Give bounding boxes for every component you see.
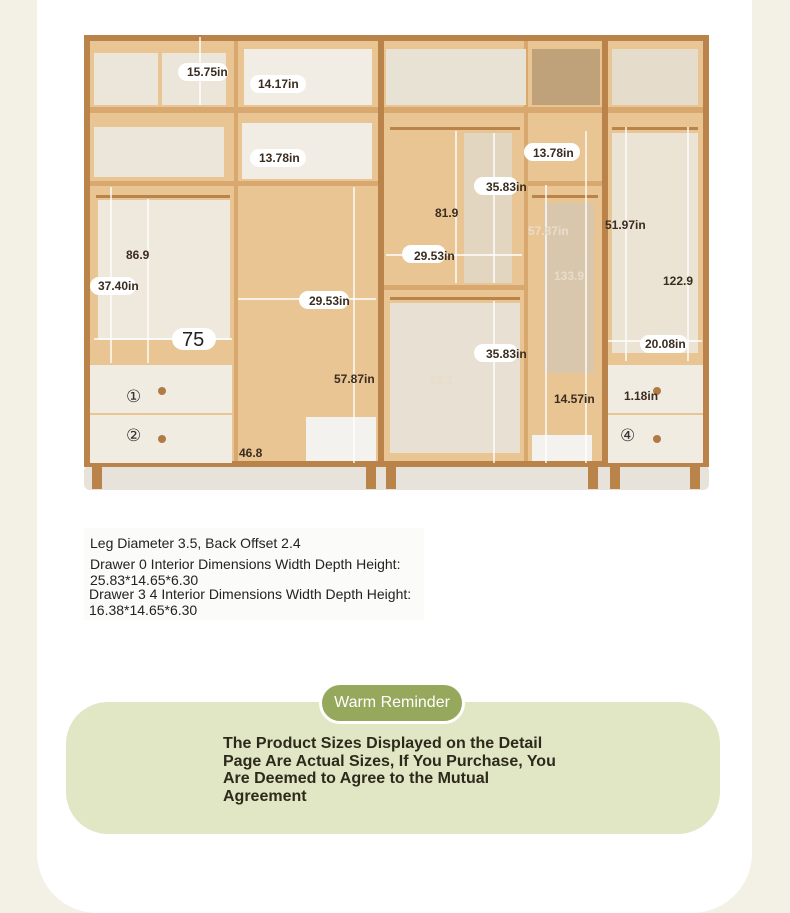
- wardrobe-illustration: [84, 35, 709, 495]
- spec-leg: Leg Diameter 3.5, Back Offset 2.4: [90, 535, 301, 551]
- spec-drawer0-title: Drawer 0 Interior Dimensions Width Depth Height:: [90, 556, 401, 572]
- dim-label: 52.1: [430, 373, 454, 387]
- dim-label: 29.53in: [309, 294, 350, 308]
- spec-drawer34-title: Drawer 3 4 Interior Dimensions Width Depth Height:: [89, 586, 412, 602]
- dim-label: 75: [182, 329, 205, 351]
- dim-label: 86.9: [126, 248, 150, 262]
- dim-label: 57.87in: [334, 372, 375, 386]
- dim-label: 14.57in: [554, 392, 595, 406]
- dim-label: 133.9: [554, 269, 585, 283]
- dim-label: 13.78in: [259, 151, 300, 165]
- reminder-text: The Product Sizes Displayed on the Detail Page Are Actual Sizes, If You Purchase, You Are Deemed to Agree to the Mutual Agreement: [223, 735, 556, 805]
- dim-label: 81.9: [435, 206, 459, 220]
- drawer-number: ①: [126, 387, 142, 407]
- dim-label: 1.18in: [624, 389, 659, 403]
- spec-drawer0-dims: 25.83*14.65*6.30: [90, 572, 199, 588]
- dim-label: 57.87in: [528, 224, 569, 238]
- reminder-tag: Warm Reminder: [319, 682, 465, 724]
- dim-label: 35.83in: [486, 180, 527, 194]
- dim-label: 37.40in: [98, 279, 139, 293]
- dim-label: 46.8: [239, 446, 263, 460]
- dim-label: 15.75in: [187, 65, 228, 79]
- dim-label: 29.53in: [414, 249, 455, 263]
- dim-label: 51.97in: [605, 218, 646, 232]
- dim-label: 122.9: [663, 274, 694, 288]
- drawer-number: ④: [620, 426, 636, 446]
- wardrobe-image: [84, 35, 709, 495]
- dim-label: 20.08in: [645, 337, 686, 351]
- drawer-number: ②: [126, 426, 142, 446]
- dim-label: 14.17in: [258, 77, 299, 91]
- dim-label: 13.78in: [533, 146, 574, 160]
- spec-drawer34-dims: 16.38*14.65*6.30: [89, 602, 198, 618]
- dim-label: 35.83in: [486, 347, 527, 361]
